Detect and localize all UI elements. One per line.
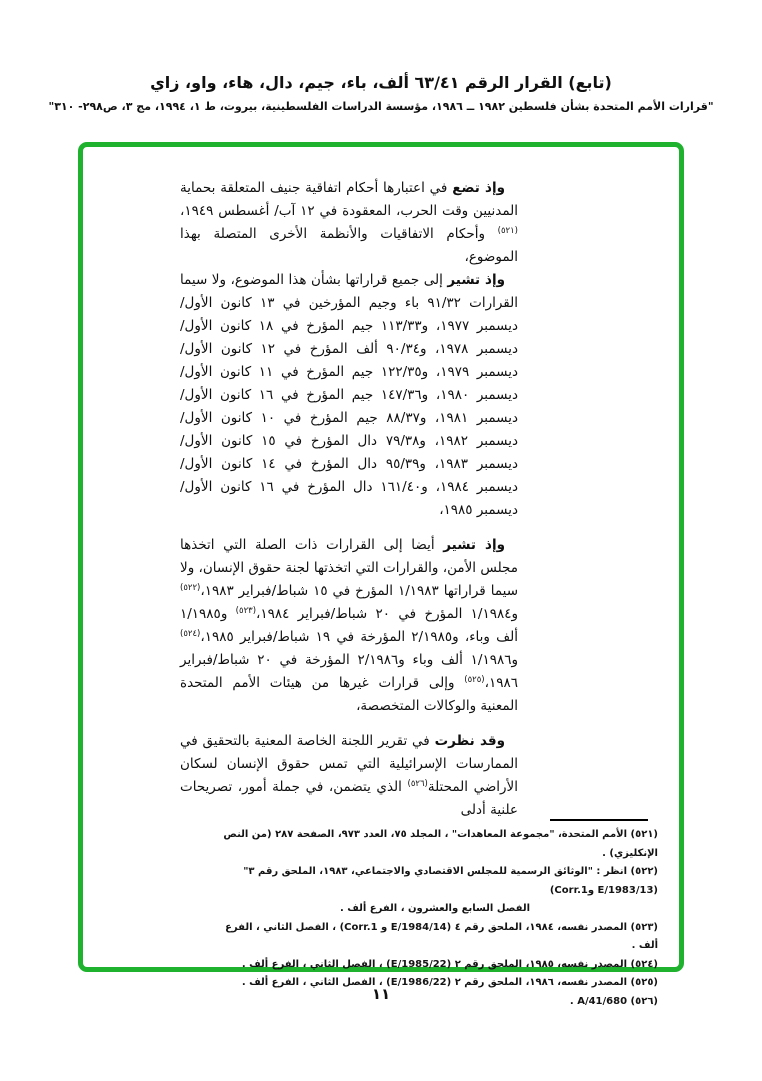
paragraph-text: و١/١٩٨٦ ألف وباء و٢/١٩٨٦ المؤرخة في ٢٠ شباط/فبراير ١٩٨٦، bbox=[180, 652, 518, 691]
paragraph-text: وإلى قرارات غيرها من هيئات الأمم المتحدة المعنية والوكالات المتخصصة، bbox=[180, 675, 518, 714]
paragraph-text: الذي يتضمن، في جملة أمور، تصريحات علنية أدلى bbox=[180, 779, 518, 818]
footnote-line: (٥٢٥) المصدر نفسه، ١٩٨٦، الملحق رقم ٢ (E/1986/22) ، الفصل الثاني ، الفرع ألف . bbox=[241, 977, 658, 988]
paragraph-lead: وقد نظرت bbox=[434, 733, 505, 749]
paragraph-lead: وإذ تضع bbox=[452, 180, 505, 196]
paragraph-text: و١/١٩٨٥ ألف وباء، و٢/١٩٨٥ المؤرخة في ١٩ شباط/فبراير ١٩٨٥، bbox=[180, 606, 519, 645]
footnote-ref: (٥٢٥) bbox=[464, 675, 485, 685]
paragraph-text: في تقرير اللجنة الخاصة المعنية بالتحقيق في الممارسات الإسرائيلية التي تمس حقوق الإنسان لسكان الأراضي المحتلة bbox=[180, 733, 519, 795]
paragraph-text: في اعتبارها أحكام اتفاقية جنيف المتعلقة بحماية المدنيين وقت الحرب، المعقودة في ١٢ آب/ أغسطس ١٩٤٩، bbox=[180, 180, 518, 219]
page-number: ١١ bbox=[371, 985, 391, 1003]
paragraph-lead: وإذ تشير bbox=[447, 272, 505, 288]
footnote-line: (٥٢٢) انظر : "الوثائق الرسمية للمجلس الاقتصادي والاجتماعي، ١٩٨٣، الملحق رقم ٣" (E/1983/13 وCorr.1) bbox=[243, 866, 658, 896]
footnotes bbox=[205, 826, 658, 1011]
footnote-ref: (٥٢٤) bbox=[180, 629, 201, 639]
footnote bbox=[205, 826, 658, 863]
paragraph-lead: وإذ تشير bbox=[443, 537, 505, 553]
footnote-line: (٥٢٣) المصدر نفسه، ١٩٨٤، الملحق رقم ٤ (E/1984/14 و Corr.1) ، الفصل الثاني ، الفرع ألف . bbox=[225, 921, 658, 951]
body-text bbox=[180, 177, 518, 822]
footnote-ref: (٥٢١) bbox=[497, 226, 518, 236]
footnote-separator bbox=[550, 819, 648, 821]
body-paragraph bbox=[180, 177, 518, 269]
footnote-line: (٥٢٤) المصدر نفسه، ١٩٨٥، الملحق رقم ٢ (E/1985/22) ، الفصل الثاني ، الفرع ألف . bbox=[241, 958, 658, 970]
paragraph-text: و١/١٩٨٤ المؤرخ في ٢٠ شباط/فبراير ١٩٨٤، bbox=[256, 606, 518, 622]
paragraph-text: وأحكام الاتفاقيات والأنظمة الأخرى المتصلة بهذا الموضوع، bbox=[180, 226, 518, 265]
footnote-ref: (٥٢٦) bbox=[407, 779, 428, 789]
footnote-line: (٥٢٦) A/41/680 . bbox=[569, 995, 658, 1007]
footnote bbox=[205, 956, 658, 975]
footnote-line: (٥٢١) الأمم المتحدة، "مجموعة المعاهدات" ، المجلد ٧٥، العدد ٩٧٣، الصفحة ٢٨٧ (من النص الإنكليزي) . bbox=[223, 829, 658, 859]
paragraph-text: أيضا إلى القرارات ذات الصلة التي اتخذها مجلس الأمن، والقرارات التي اتخذتها لجنة حقوق الإنسان، ولا سيما قراراتها ١/١٩٨٣ المؤرخ في ١٥ شباط/فبراير ١٩٨٣، bbox=[180, 537, 519, 599]
footnote bbox=[205, 863, 658, 919]
footnote-ref: (٥٢٣) bbox=[235, 606, 257, 616]
body-paragraph bbox=[180, 534, 518, 718]
body-paragraph bbox=[180, 269, 518, 522]
paragraph-text: إلى جميع قراراتها بشأن هذا الموضوع، ولا سيما القرارات ٩١/٣٢ باء وجيم المؤرخين في ١٣ كانون الأول/ديسمبر ١٩٧٧، و١١٣/٣٣ جيم المؤرخ في ١٨ كانون الأول/ديسمبر ١٩٧٨، و٩٠/٣٤ ألف المؤرخ في ١٢ كانون الأول/ديسمبر ١٩٧٩، و١٢٢/٣٥ جيم المؤرخ في ١١ كانون الأول/ديسمبر ١٩٨٠، و١٤٧/٣٦ جيم المؤرخ في ١٦ كانون الأول/ديسمبر ١٩٨١، و٨٨/٣٧ جيم المؤرخ في ١٠ كانون الأول/ديسمبر ١٩٨٢، و٧٩/٣٨ دال المؤرخ في ١٥ كانون الأول/ديسمبر ١٩٨٣، و٩٥/٣٩ دال المؤرخ في ١٤ كانون الأول/ديسمبر ١٩٨٤، و١٦١/٤٠ دال المؤرخ في ١٦ كانون الأول/ديسمبر ١٩٨٥، bbox=[180, 272, 518, 518]
document-title: (تابع) القرار الرقم ٦٣/٤١ ألف، باء، جيم، دال، هاء، واو، زاي bbox=[150, 73, 612, 92]
footnote-ref: (٥٢٢) bbox=[180, 583, 201, 593]
footnote-continuation: الفصل السابع والعشرون ، الفرع ألف . bbox=[339, 903, 530, 914]
document-source-line: "قرارات الأمم المتحدة بشأن فلسطين ١٩٨٢ ــ ١٩٨٦، مؤسسة الدراسات الفلسطينية، بيروت، ط ١، ١٩٩٤، مج ٣، ص٢٩٨- ٣١٠" bbox=[48, 100, 714, 113]
body-paragraph bbox=[180, 730, 518, 822]
footnote bbox=[205, 919, 658, 956]
